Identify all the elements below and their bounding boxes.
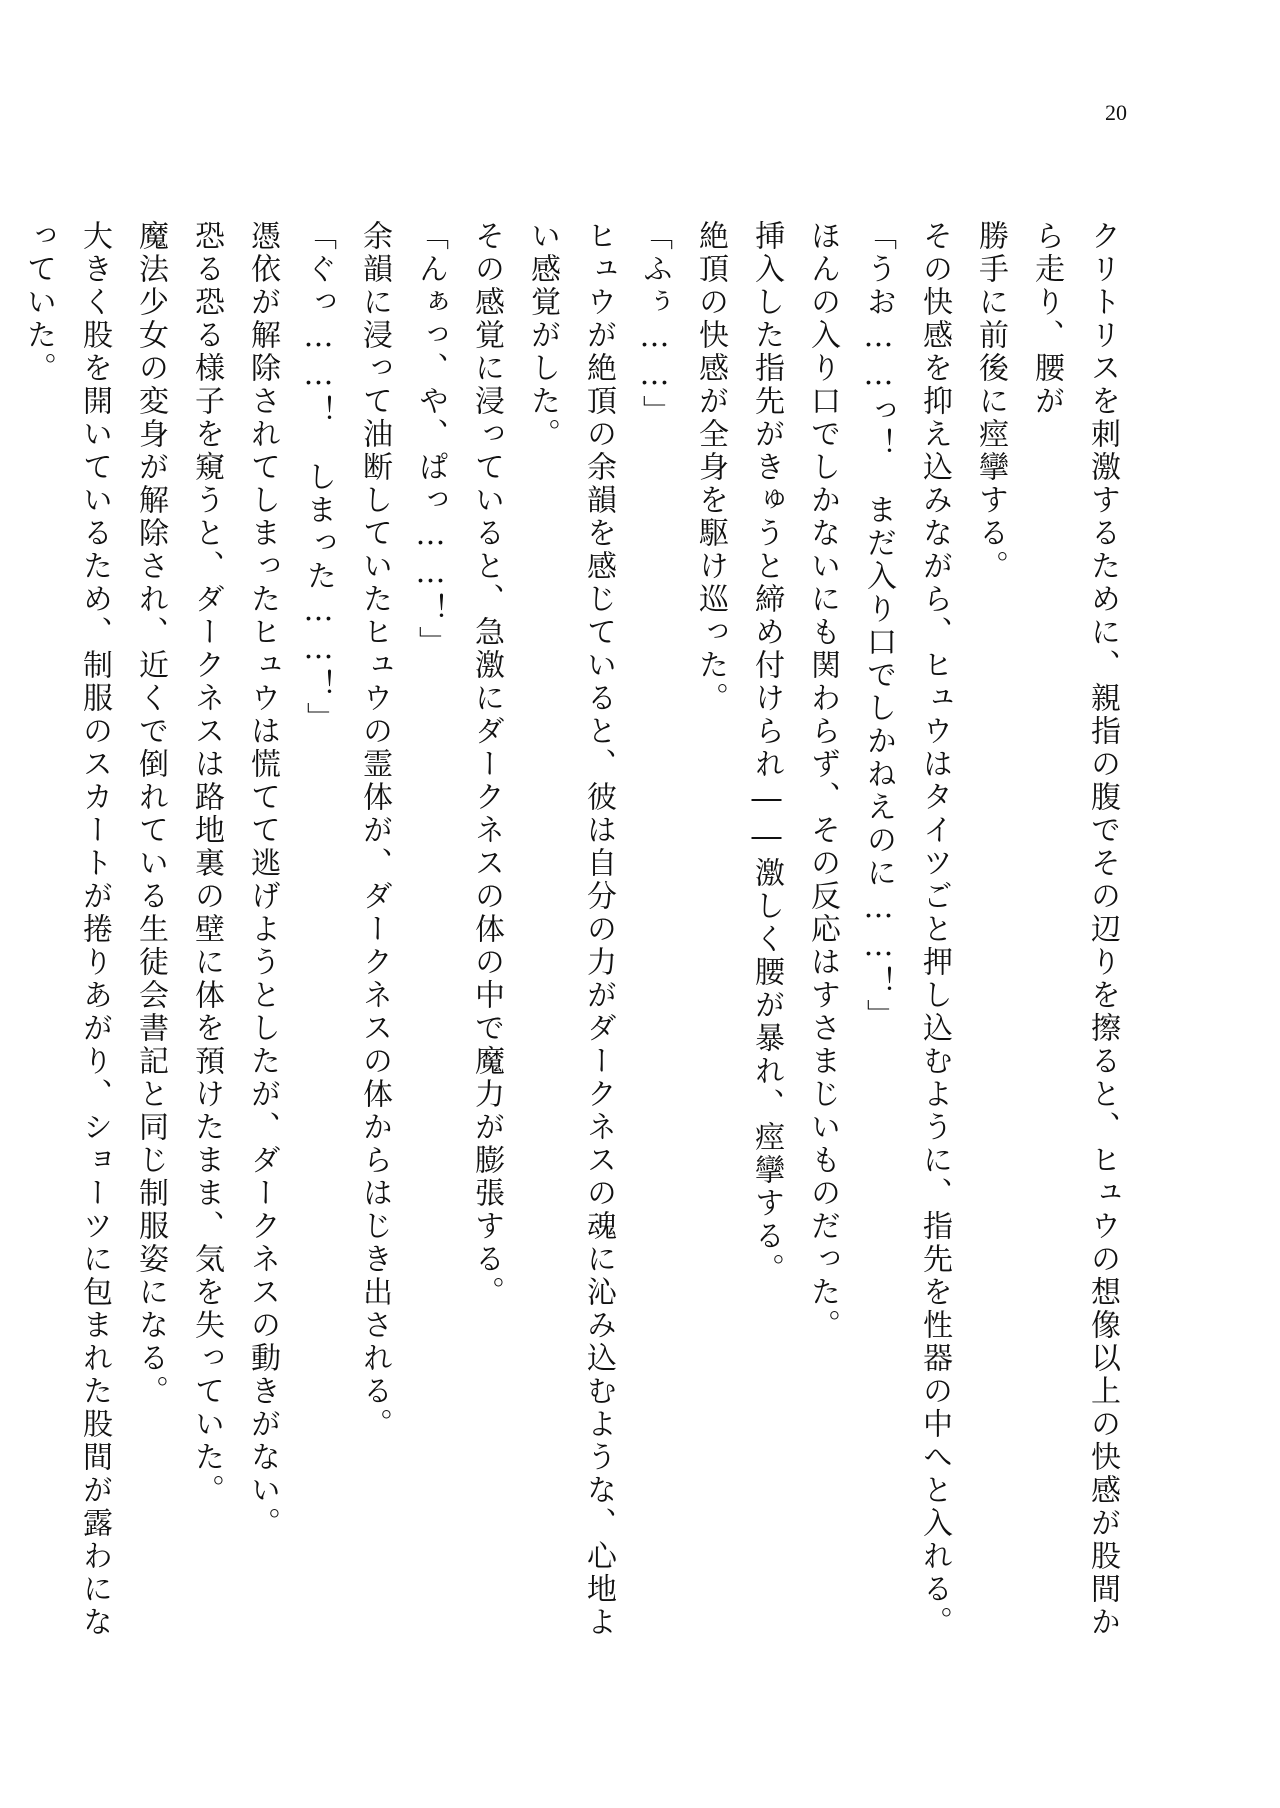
text-line: その感覚に浸っていると、急激にダークネスの体の中で魔力が膨張する。 (469, 220, 504, 1309)
dialogue-line: 「んぁっ、や、ぱっ……！」 (413, 220, 448, 659)
text-line: 挿入した指先がきゅうと締め付けられ――激しく腰が暴れ、痙攣する。 (749, 220, 784, 1286)
text-line: 魔法少女の変身が解除され、近くで倒れている生徒会書記と同じ制服姿になる。 (133, 220, 168, 1408)
text-line: クリトリスを刺激するために、親指の腹でその辺りを擦ると、ヒュウの想像以上の快感が股間から走り、腰が (1029, 220, 1120, 1639)
text-line: 勝手に前後に痙攣する。 (973, 220, 1008, 583)
text-line: ほんの入り口でしかないにも関わらず、その反応はすさまじいものだった。 (805, 220, 840, 1342)
vertical-text-body (10, 220, 1130, 1660)
text-line: 余韻に浸って油断していたヒュウの霊体が、ダークネスの体からはじき出される。 (357, 220, 392, 1441)
text-line: 恐る恐る様子を窺うと、ダークネスは路地裏の壁に体を預けたまま、気を失っていた。 (189, 220, 224, 1507)
text-line: 憑依が解除されてしまったヒュウは慌てて逃げようとしたが、ダークネスの動きがない。 (245, 220, 280, 1540)
text-line: 絶頂の快感が全身を駆け巡った。 (693, 220, 728, 715)
dialogue-line: 「うお……っ！ まだ入り口でしかねえのに……！」 (861, 220, 896, 1032)
dialogue-line: 「ふぅ……」 (637, 220, 672, 428)
dialogue-line: 「ぐっ……！ しまった……！」 (301, 220, 336, 735)
text-line: その快感を抑え込みながら、ヒュウはタイツごと押し込むように、指先を性器の中へと入れる。 (917, 220, 952, 1639)
text-line: ヒュウが絶頂の余韻を感じていると、彼は自分の力がダークネスの魂に沁み込むような、心地よい感覚がした。 (525, 220, 616, 1639)
page-number: 20 (1105, 100, 1127, 125)
text-line: 大きく股を開いているため、制服のスカートが捲りあがり、ショーツに包まれた股間が露わになっていた。 (21, 220, 112, 1639)
